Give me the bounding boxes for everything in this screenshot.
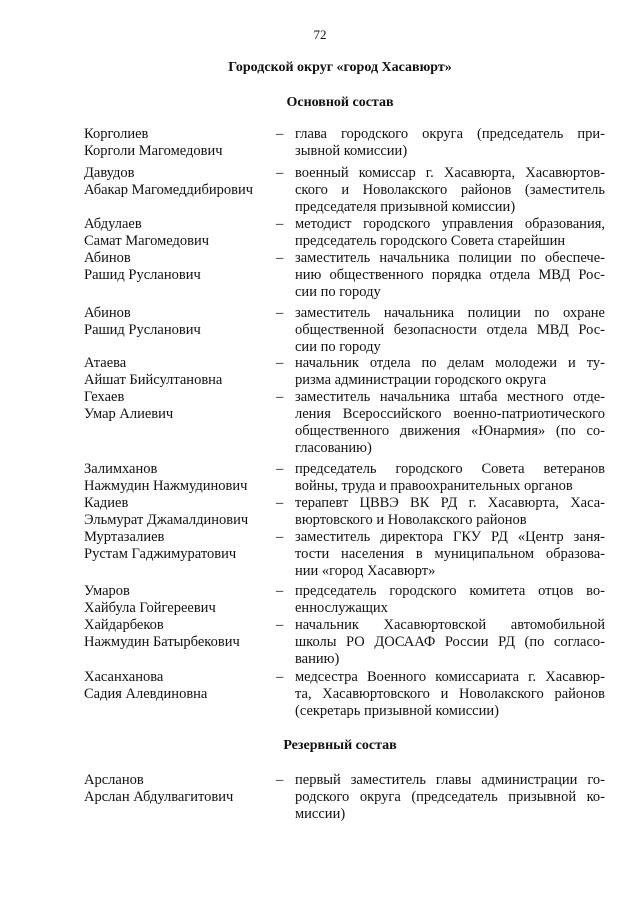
dash-separator: – <box>276 216 284 232</box>
member-role-line: та, Хасавюртовского и Новолакского районов <box>295 686 605 702</box>
member-name <box>84 529 274 563</box>
member-name <box>84 583 274 617</box>
member-name <box>84 617 274 651</box>
dash-separator: – <box>276 250 284 266</box>
member-role-line: общественной безопасности отдела МВД Рос- <box>295 322 605 338</box>
member-role-line: нии «город Хасавюрт» <box>295 563 436 579</box>
member-surname: Давудов <box>84 165 135 181</box>
member-role-line: сии по городу <box>295 284 381 300</box>
member-role-line: вюртовского и Новолакского районов <box>295 512 527 528</box>
member-role-line: военный комиссар г. Хасавюрта, Хасавюртов- <box>295 165 605 181</box>
dash-separator: – <box>276 389 284 405</box>
member-name <box>84 216 274 250</box>
member-role-line: председатель городского Совета ветеранов <box>295 461 605 477</box>
member-role-line: заместитель директора ГКУ РД «Центр заня- <box>295 529 605 545</box>
dash-separator: – <box>276 583 284 599</box>
member-role-line: общественного движения «Юнармия» (по со- <box>295 423 605 439</box>
member-role-line: ванию) <box>295 651 340 667</box>
member-surname: Абдулаев <box>84 216 142 232</box>
dash-separator: – <box>276 126 284 142</box>
dash-separator: – <box>276 772 284 788</box>
member-name <box>84 389 274 423</box>
member-role <box>295 495 605 529</box>
member-name <box>84 772 274 806</box>
member-given-names: Рашид Русланович <box>84 267 201 283</box>
member-role-line: миссии) <box>295 806 346 822</box>
member-role-line: первый заместитель главы администрации го- <box>295 772 605 788</box>
member-name <box>84 305 274 339</box>
page-number: 72 <box>313 27 327 42</box>
member-surname: Хасанханова <box>84 669 164 685</box>
member-name <box>84 126 274 160</box>
member-role-line: войны, труда и правоохранительных органов <box>295 478 573 494</box>
member-given-names: Корголи Магомедович <box>84 143 223 159</box>
dash-separator: – <box>276 305 284 321</box>
member-role <box>295 126 605 160</box>
member-role <box>295 305 605 356</box>
member-surname: Атаева <box>84 355 127 371</box>
member-role-line: школы РО ДОСААФ России РД (по согласо- <box>295 634 605 650</box>
member-given-names: Рашид Русланович <box>84 322 201 338</box>
member-role-line: ризма администрации городского округа <box>295 372 547 388</box>
member-role-line: нию общественного порядка отдела МВД Рос- <box>295 267 605 283</box>
member-role-line: родского округа (председатель призывной ко- <box>295 789 605 805</box>
member-role-line: глава городского округа (председатель при- <box>295 126 605 142</box>
member-role-line: начальник отдела по делам молодежи и ту- <box>295 355 605 371</box>
member-role <box>295 529 605 580</box>
member-role <box>295 669 605 720</box>
member-role-line: терапевт ЦВВЭ ВК РД г. Хасавюрта, Хаса- <box>295 495 605 511</box>
reserve-composition-heading: Резервный состав <box>283 738 397 753</box>
member-surname: Корголиев <box>84 126 149 142</box>
member-given-names: Нажмудин Батырбекович <box>84 634 240 650</box>
member-role <box>295 216 605 250</box>
member-role <box>295 583 605 617</box>
member-role-line: медсестра Военного комиссариата г. Хасавюр- <box>295 669 605 685</box>
member-given-names: Нажмудин Нажмудинович <box>84 478 248 494</box>
member-given-names: Айшат Бийсултановна <box>84 372 223 388</box>
main-composition-heading: Основной состав <box>286 95 394 110</box>
document-title: Городской округ «город Хасавюрт» <box>228 60 452 75</box>
member-name <box>84 461 274 495</box>
member-name <box>84 669 274 703</box>
member-role-line: еннослужащих <box>295 600 388 616</box>
member-given-names: Абакар Магомеддибирович <box>84 182 254 198</box>
dash-separator: – <box>276 617 284 633</box>
member-role <box>295 389 605 457</box>
member-role-line: ления Всероссийского военно-патриотического <box>295 406 605 422</box>
member-surname: Абинов <box>84 305 131 321</box>
member-role-line: председатель городского комитета отцов во- <box>295 583 605 599</box>
member-surname: Муртазалиев <box>84 529 165 545</box>
member-role <box>295 250 605 301</box>
member-name <box>84 250 274 284</box>
member-given-names: Самат Магомедович <box>84 233 210 249</box>
member-given-names: Хайбула Гойгереевич <box>84 600 216 616</box>
member-role-line: начальник Хасавюртовской автомобильной <box>295 617 605 633</box>
member-role-line: ского и Новолакского районов (заместитель <box>295 182 605 198</box>
member-surname: Хайдарбеков <box>84 617 164 633</box>
member-given-names: Рустам Гаджимуратович <box>84 546 237 562</box>
member-surname: Гехаев <box>84 389 125 405</box>
dash-separator: – <box>276 669 284 685</box>
member-name <box>84 495 274 529</box>
member-role-line: председатель городского Совета старейшин <box>295 233 566 249</box>
member-given-names: Эльмурат Джамалдинович <box>84 512 249 528</box>
member-role <box>295 772 605 823</box>
member-surname: Кадиев <box>84 495 129 511</box>
member-given-names: Садия Алевдиновна <box>84 686 208 702</box>
member-role-line: сии по городу <box>295 339 381 355</box>
member-role-line: зывной комиссии) <box>295 143 408 159</box>
member-given-names: Умар Алиевич <box>84 406 174 422</box>
member-role-line: заместитель начальника полиции по обеспече- <box>295 250 605 266</box>
dash-separator: – <box>276 355 284 371</box>
member-role <box>295 355 605 389</box>
member-role-line: заместитель начальника штаба местного отде- <box>295 389 605 405</box>
member-role-line: методист городского управления образования, <box>295 216 605 232</box>
member-role <box>295 617 605 668</box>
member-surname: Умаров <box>84 583 130 599</box>
member-role-line: председателя призывной комиссии) <box>295 199 516 215</box>
member-role-line: заместитель начальника полиции по охране <box>295 305 605 321</box>
member-role <box>295 461 605 495</box>
member-name <box>84 355 274 389</box>
member-surname: Арсланов <box>84 772 144 788</box>
dash-separator: – <box>276 461 284 477</box>
member-surname: Залимханов <box>84 461 158 477</box>
member-role-line: гласованию) <box>295 440 372 456</box>
member-name <box>84 165 274 199</box>
dash-separator: – <box>276 165 284 181</box>
dash-separator: – <box>276 529 284 545</box>
member-role-line: тости населения в муниципальном образова- <box>295 546 605 562</box>
member-role <box>295 165 605 216</box>
member-role-line: (секретарь призывной комиссии) <box>295 703 499 719</box>
member-surname: Абинов <box>84 250 131 266</box>
dash-separator: – <box>276 495 284 511</box>
member-given-names: Арслан Абдулвагитович <box>84 789 234 805</box>
